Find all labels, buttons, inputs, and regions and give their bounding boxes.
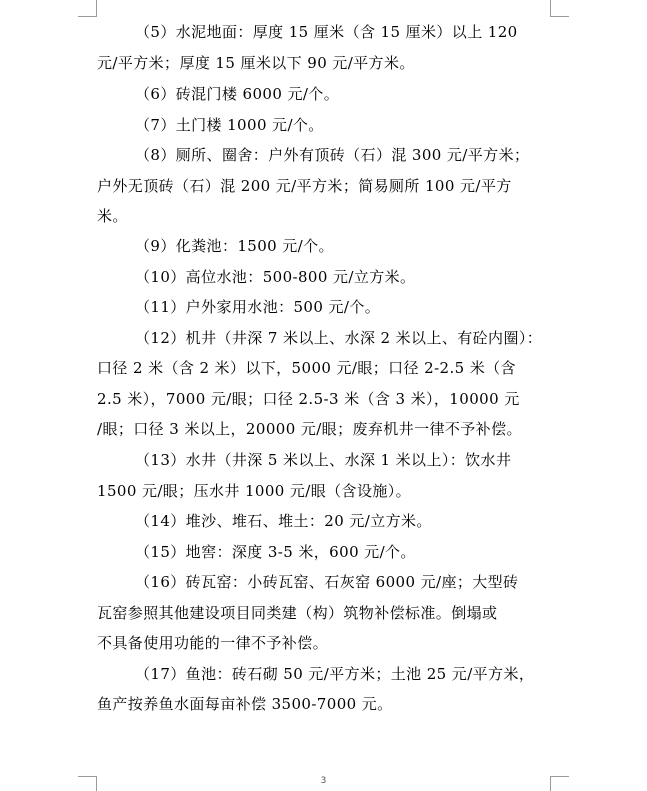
paragraph-line: （6）砖混门楼 6000 元/个。 <box>135 85 340 103</box>
paragraph-line: （17）鱼池：砖石砌 50 元/平方米；土池 25 元/平方米， <box>135 665 535 683</box>
paragraph-line: 鱼产按养鱼水面每亩补偿 3500-7000 元。 <box>97 695 393 713</box>
paragraph-line: （16）砖瓦窑：小砖瓦窑、石灰窑 6000 元/座；大型砖 <box>135 573 519 591</box>
paragraph-line: 不具备使用功能的一律不予补偿。 <box>97 634 329 652</box>
paragraph-line: （12）机井（井深 7 米以上、水深 2 米以上、有砼内圈）： <box>135 329 543 347</box>
paragraph-line: 2.5 米），7000 元/眼；口径 2.5-3 米（含 3 米），10000 元 <box>97 390 520 408</box>
crop-mark-top-right <box>550 0 569 17</box>
paragraph-line: （11）户外家用水池：500 元/个。 <box>135 298 381 316</box>
page-number: 3 <box>320 776 327 786</box>
paragraph-line: 口径 2 米（含 2 米）以下，5000 元/眼；口径 2-2.5 米（含 <box>97 359 516 377</box>
paragraph-line: 瓦窑参照其他建设项目同类建（构）筑物补偿标准。倒塌或 <box>97 604 498 622</box>
paragraph-line: （14）堆沙、堆石、堆土：20 元/立方米。 <box>135 512 432 530</box>
paragraph-line: 米。 <box>97 207 128 225</box>
paragraph-line: （7）土门楼 1000 元/个。 <box>135 116 324 134</box>
paragraph-line: （10）高位水池：500-800 元/立方米。 <box>135 268 416 286</box>
paragraph-line: （9）化粪池：1500 元/个。 <box>135 237 334 255</box>
paragraph-line: /眼；口径 3 米以上，20000 元/眼；废弃机井一律不予补偿。 <box>97 420 522 438</box>
paragraph-line: 1500 元/眼；压水井 1000 元/眼（含设施）。 <box>97 482 412 500</box>
paragraph-line: （15）地窖：深度 3-5 米，600 元/个。 <box>135 543 416 561</box>
paragraph-line: 户外无顶砖（石）混 200 元/平方米；简易厕所 100 元/平方 <box>97 177 512 195</box>
paragraph-line: 元/平方米；厚度 15 厘米以下 90 元/平方米。 <box>97 54 415 72</box>
paragraph-line: （5）水泥地面：厚度 15 厘米（含 15 厘米）以上 120 <box>135 23 518 41</box>
paragraph-line: （13）水井（井深 5 米以上、水深 1 米以上）：饮水井 <box>135 451 512 469</box>
paragraph-line: （8）厕所、圈舍：户外有顶砖（石）混 300 元/平方米； <box>135 146 530 164</box>
crop-mark-top-left <box>78 0 97 17</box>
